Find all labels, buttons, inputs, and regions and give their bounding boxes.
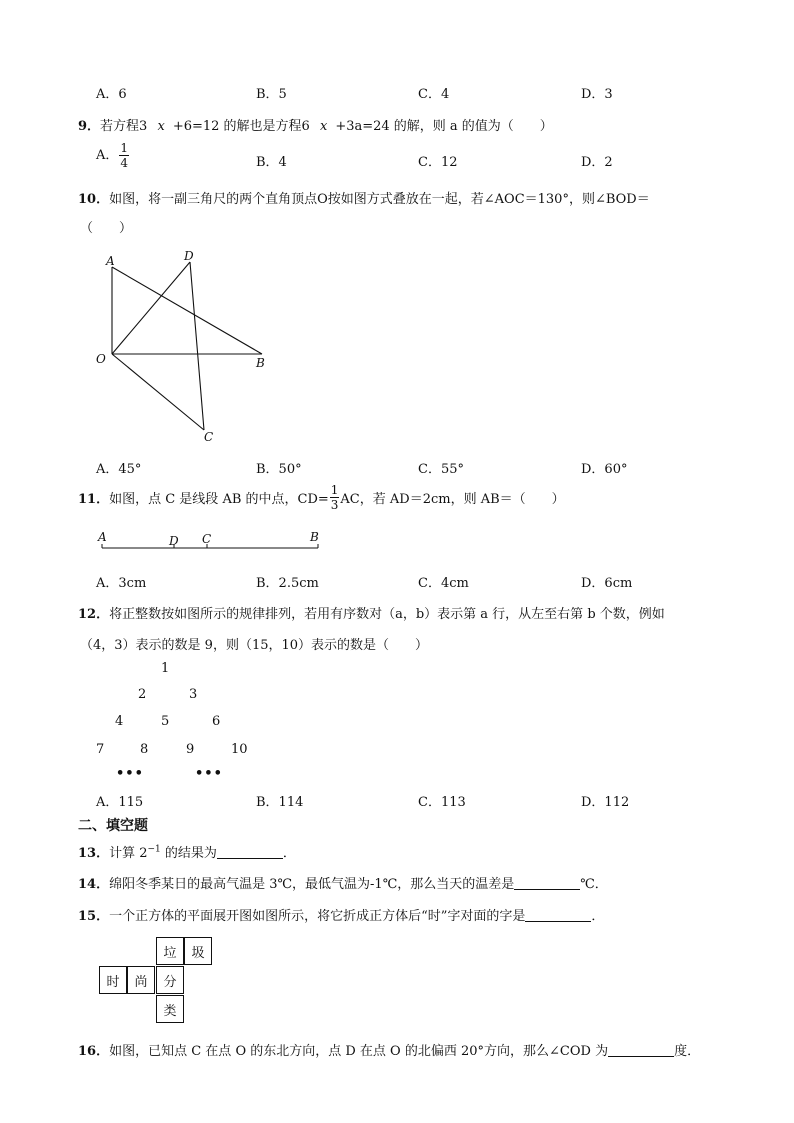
answer-blank[interactable] <box>514 877 580 890</box>
q9-stem: 9．若方程3 x +6=12 的解也是方程6 x +3a=24 的解，则 a 的值为（ ） <box>78 119 553 134</box>
q10-option-b: B．50° <box>256 462 302 477</box>
q12-number: 12． <box>78 607 110 622</box>
answer-blank[interactable] <box>217 846 283 859</box>
ellipsis-dots: ••• <box>195 766 223 781</box>
triangle-number: 8 <box>140 742 149 757</box>
q9-number: 9． <box>78 119 101 134</box>
q12-option-a: A．115 <box>96 795 144 810</box>
q10-option-c: C．55° <box>418 462 464 477</box>
q13-stem: 13．计算 $2^{-1}$ 的结果为 ． <box>78 844 296 861</box>
label-b: B <box>310 530 319 544</box>
segment-oc <box>112 354 204 430</box>
q15-stem: 15．一个正方体的平面展开图如图所示，将它折成正方体后“时”字对面的字是 ． <box>78 909 605 924</box>
q10-stem-cont: （ ） <box>80 221 133 236</box>
q9-option-a: A． $\frac{1}{4}$ <box>96 141 129 170</box>
answer-blank[interactable] <box>608 1044 674 1057</box>
q11-option-d: D．6cm <box>581 576 633 591</box>
q11-stem: 11． 如图，点 C 是线段 AB 的中点，CD= $\frac{1}{3}$ AC，若 AD＝2cm，则 AB＝（ ） <box>78 483 565 512</box>
triangle-number: 3 <box>189 687 198 702</box>
q8-option-c: C．4 <box>418 87 450 102</box>
segment-dc <box>190 262 204 430</box>
q11-segment-figure <box>94 528 329 554</box>
net-cell: 尚 <box>127 966 155 994</box>
q12-stem: 12．将正整数按如图所示的规律排列，若用有序数对（a，b）表示第 a 行，从左至右第 b 个数，例如 <box>78 607 665 622</box>
q8-option-b: B．5 <box>256 87 287 102</box>
q10-triangle-figure <box>90 245 280 450</box>
label-a: A <box>106 254 115 268</box>
triangle-number: 2 <box>138 687 147 702</box>
segment-ab <box>112 267 262 354</box>
label-d: D <box>169 534 179 548</box>
triangle-number: 9 <box>186 742 195 757</box>
triangle-number: 1 <box>161 661 170 676</box>
triangle-number: 10 <box>231 742 248 757</box>
q14-stem: 14．绵阳冬季某日的最高气温是 3℃，最低气温为-1℃，那么当天的温差是 ℃． <box>78 877 608 892</box>
label-a: A <box>98 530 107 544</box>
q10-number: 10． <box>78 192 110 207</box>
q11-option-a: A．3cm <box>96 576 147 591</box>
q16-number: 16． <box>78 1044 110 1059</box>
q13-number: 13． <box>78 846 110 861</box>
q9-option-d: D．2 <box>581 155 613 170</box>
answer-blank[interactable] <box>525 909 591 922</box>
q15-number: 15． <box>78 909 110 924</box>
q9-option-b: B．4 <box>256 155 287 170</box>
net-cell: 时 <box>99 966 127 994</box>
triangle-number: 5 <box>161 714 170 729</box>
q12-option-b: B．114 <box>256 795 304 810</box>
q9-option-c: C．12 <box>418 155 458 170</box>
section-title: 二、填空题 <box>78 818 148 834</box>
q10-option-d: D．60° <box>581 462 628 477</box>
q8-option-d: D．3 <box>581 87 613 102</box>
q12-option-c: C．113 <box>418 795 466 810</box>
net-cell: 类 <box>156 995 184 1023</box>
q12-option-d: D．112 <box>581 795 630 810</box>
q12-stem-cont: （4，3）表示的数是 9，则（15，10）表示的数是（ ） <box>80 638 429 653</box>
segment-od <box>112 262 190 354</box>
q10-stem: 10．如图，将一副三角尺的两个直角顶点O按如图方式叠放在一起，若∠AOC＝130°，则∠BOD＝ <box>78 192 650 207</box>
label-c: C <box>204 430 214 444</box>
q11-option-b: B．2.5cm <box>256 576 319 591</box>
q10-option-a: A．45° <box>96 462 142 477</box>
q11-option-c: C．4cm <box>418 576 469 591</box>
q16-stem: 16．如图，已知点 C 在点 O 的东北方向，点 D 在点 O 的北偏西 20°方向，那么∠COD 为 度． <box>78 1044 701 1059</box>
label-c: C <box>202 532 212 546</box>
triangle-number: 7 <box>96 742 105 757</box>
q14-number: 14． <box>78 877 110 892</box>
net-cell: 垃 <box>156 937 184 965</box>
label-d: D <box>184 249 194 263</box>
fraction: $\frac{1}{4}$ <box>120 141 129 170</box>
triangle-number: 6 <box>212 714 221 729</box>
net-cell: 圾 <box>184 937 212 965</box>
label-o: O <box>96 352 106 366</box>
ellipsis-dots: ••• <box>116 766 144 781</box>
net-cell: 分 <box>156 966 184 994</box>
label-b: B <box>256 356 265 370</box>
triangle-number: 4 <box>115 714 124 729</box>
q11-number: 11． <box>78 492 110 507</box>
q8-option-a: A．6 <box>96 87 127 102</box>
fraction: $\frac{1}{3}$ <box>330 483 339 512</box>
